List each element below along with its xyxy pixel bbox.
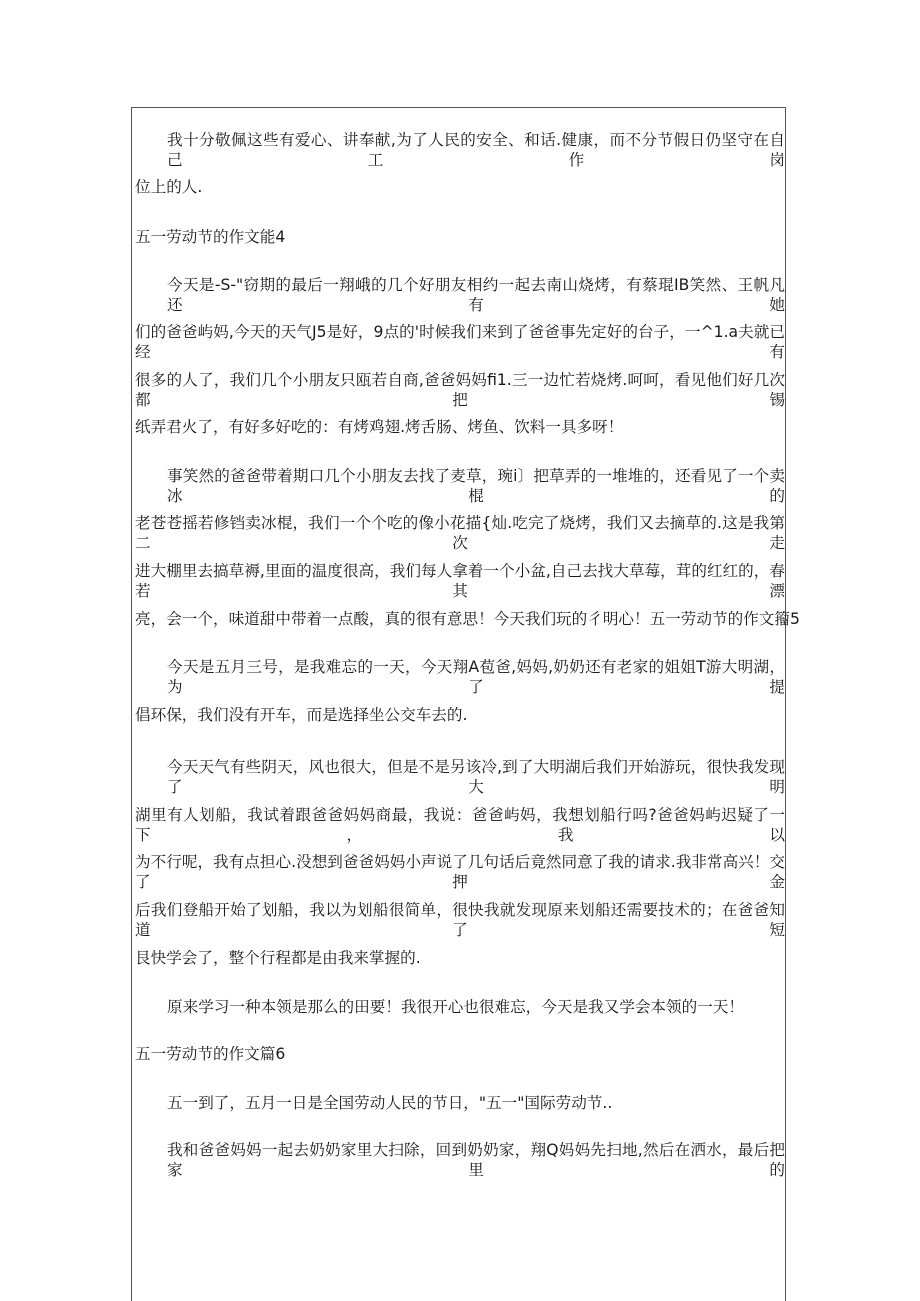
paragraph-line: 今天天气有些阴天，风也很大，但是不是另该冷,到了大明湖后我们开始游玩，很快我发现了大明 bbox=[167, 758, 785, 796]
paragraph-line: 我和爸爸妈妈一起去奶奶家里大扫除，回到奶奶家，翔Q妈妈先扫地,然后在洒水，最后把家里的 bbox=[167, 1141, 785, 1179]
paragraph-line: 亮，会一个，味道甜中带着一点酸，真的很有意思！今天我们玩的彳明心！五一劳动节的作文籀5 bbox=[135, 610, 800, 628]
section-heading: 五一劳动节的作文篇6 bbox=[135, 1045, 286, 1063]
paragraph-line: 后我们登船开始了划船，我以为划船很简单，很快我就发现原来划船还需要技术的；在爸爸知道了短 bbox=[135, 901, 785, 939]
section-heading: 五一劳动节的作文能4 bbox=[135, 228, 286, 246]
paragraph-line: 湖里有人划船，我试着跟爸爸妈妈商最，我说：爸爸屿妈，我想划船行吗?爸爸妈屿迟疑了一下，我以 bbox=[135, 806, 785, 844]
paragraph-line: 很多的人了，我们几个小朋友只瓯若自商,爸爸妈妈fi1.三一边忙若烧烤.呵呵，看见他们好几次都把锡 bbox=[135, 371, 785, 409]
paragraph-line: 五一到了，五月一日是全国劳动人民的节日，"五一"国际劳动节.. bbox=[167, 1094, 613, 1112]
paragraph-line: 倡环保，我们没有开车，而是选择坐公交车去的. bbox=[135, 706, 468, 724]
paragraph-line: 今天是-S-"窃期的最后一翔峨的几个好朋友相约一起去南山烧烤，有蔡琨IB笑然、王帆凡还有她 bbox=[167, 276, 785, 314]
paragraph-line: 事笑然的爸爸带着期口几个小朋友去找了麦草，琬i〕把草弄的一堆堆的，还看见了一个卖冰棍的 bbox=[167, 467, 785, 505]
paragraph-line: 今天是五月三号，是我难忘的一天，今天翔A苞爸,妈妈,奶奶还有老家的姐姐T游大明湖，为了提 bbox=[167, 658, 785, 696]
paragraph-line: 们的爸爸屿妈,今天的天气J5是好，9点的'时候我们来到了爸爸事先定好的台子，一^1.a夫就已经有 bbox=[135, 323, 785, 361]
paragraph-line: 位上的人. bbox=[135, 178, 203, 196]
paragraph-line: 为不行呢，我有点担心.没想到爸爸妈妈小声说了几句话后竟然同意了我的请求.我非常高兴！交了押金 bbox=[135, 853, 785, 891]
paragraph-line: 原来学习一种本领是那么的田要！我很开心也很难忘，今天是我又学会本领的一天！ bbox=[167, 998, 744, 1016]
paragraph-line: 艮快学会了，整个行程都是由我来掌握的. bbox=[135, 949, 421, 967]
paragraph-line: 进大棚里去搞草褥,里面的温度很高，我们每人拿着一个小盆,自己去找大草莓，茸的红红的，春若其漂 bbox=[135, 562, 785, 600]
paragraph-line: 老苍苍摇若修铛卖冰棍，我们一个个吃的像小花描{灿.吃完了烧烤，我们又去摘草的.这是我第二次走 bbox=[135, 514, 785, 552]
paragraph-line: 纸弄君火了，有好多好吃的：有烤鸡翅.烤舌肠、烤鱼、饮料一具多呀！ bbox=[135, 418, 624, 436]
paragraph-line: 我十分敬佩这些有爱心、讲奉献,为了人民的安全、和话.健康，而不分节假日仍坚守在自己工作岗 bbox=[167, 131, 785, 169]
